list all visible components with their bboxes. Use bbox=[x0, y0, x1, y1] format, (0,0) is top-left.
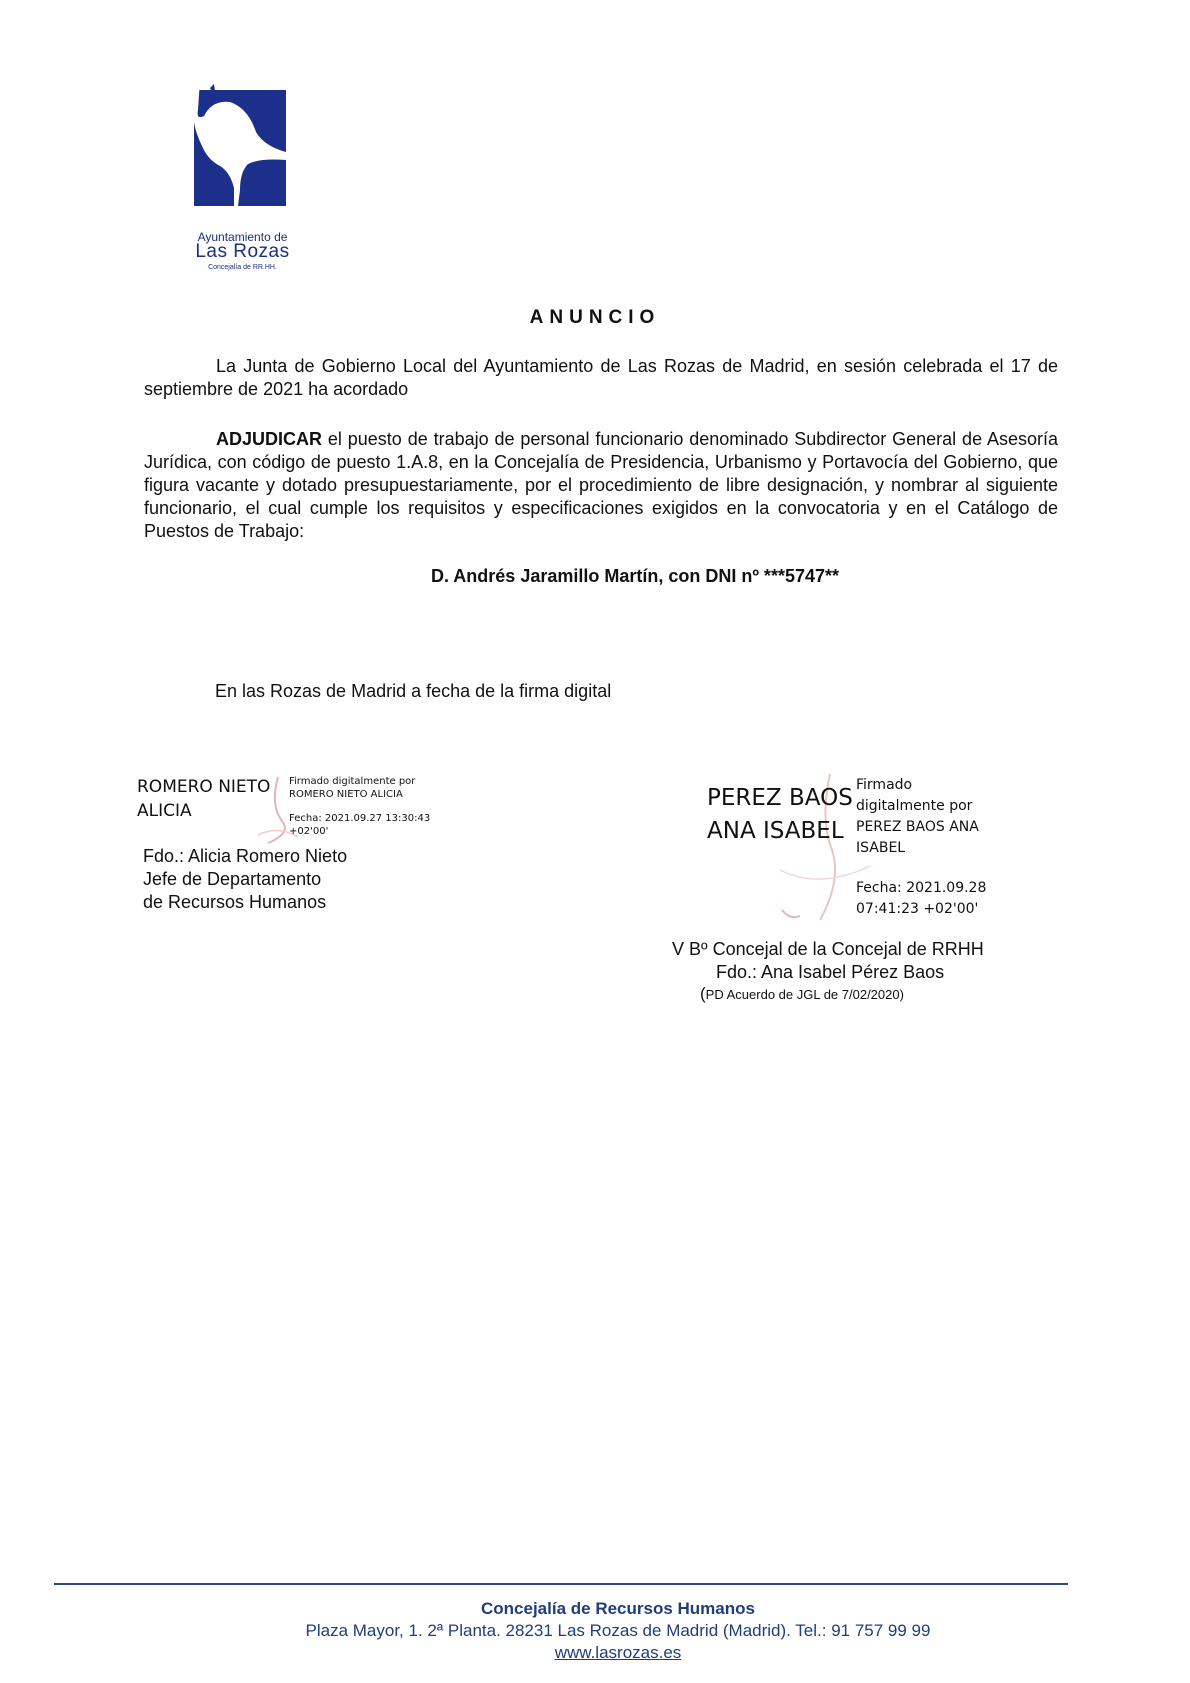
signer1-fdo: Fdo.: Alicia Romero Nieto bbox=[143, 846, 348, 866]
signer2-meta-line2: digitalmente por bbox=[856, 798, 973, 814]
nominee-line: D. Andrés Jaramillo Martín, con DNI nº ***5747** bbox=[430, 566, 840, 586]
resolution-text: el puesto de trabajo de personal funcionario denominado Subdirector General de Asesoría Jurídica, con código de puesto 1.A.8, en la Concejalía de Presidencia, Urbanismo y Portavocía del Gobierno, que figura vacante y dotado presupuestariamente, por el procedimiento de libre designación, y nombrar al siguiente funcionario, el cual cumple los requisitos y especificaciones exigidos en la convocatoria y en el Catálogo de Puestos de Trabajo: bbox=[144, 429, 1058, 541]
logo-text-ayuntamiento: Ayuntamiento de bbox=[197, 230, 288, 244]
signer2-note-paren: ( bbox=[700, 984, 706, 1003]
crane-emblem-icon bbox=[190, 80, 290, 217]
signer1-block bbox=[143, 845, 347, 914]
signer1-role-line2: de Recursos Humanos bbox=[143, 892, 327, 912]
signer2-meta-line4: ISABEL bbox=[856, 840, 906, 856]
signer1-digital-meta bbox=[289, 775, 430, 838]
paragraph-intro: La Junta de Gobierno Local del Ayuntamiento de Las Rozas de Madrid, en sesión celebrada el 17 de septiembre de 2021 ha acordado bbox=[144, 356, 1058, 399]
signer2-name bbox=[707, 782, 853, 848]
footer-website-link[interactable]: www.lasrozas.es bbox=[554, 1643, 682, 1662]
footer-department: Concejalía de Recursos Humanos bbox=[481, 1599, 755, 1618]
signer2-delegation-note bbox=[700, 985, 904, 1004]
signer1-name-line1: ROMERO NIETO bbox=[137, 777, 271, 797]
signer2-vb-line: V Bº Concejal de la Concejal de RRHH bbox=[672, 939, 984, 959]
signer1-name-line2: ALICIA bbox=[137, 801, 192, 821]
paragraph-resolution bbox=[144, 428, 1058, 543]
signer1-meta-line2: ROMERO NIETO ALICIA bbox=[289, 789, 403, 800]
signer2-meta-time: 07:41:23 +02'00' bbox=[856, 901, 979, 917]
signer2-note-text: PD Acuerdo de JGL de 7/02/2020) bbox=[705, 987, 904, 1002]
footer-address: Plaza Mayor, 1. 2ª Planta. 28231 Las Rozas de Madrid (Madrid). Tel.: 91 757 99 99 bbox=[305, 1621, 931, 1640]
logo-text-las-rozas: Las Rozas bbox=[195, 241, 290, 262]
signer1-meta-line1: Firmado digitalmente por bbox=[289, 776, 416, 787]
document-title: ANUNCIO bbox=[529, 307, 661, 328]
signer2-name-line2: ANA ISABEL bbox=[707, 818, 844, 844]
signer1-meta-tz: +02'00' bbox=[289, 826, 329, 837]
signer2-meta-line1: Firmado bbox=[856, 777, 913, 793]
signer2-fdo: Fdo.: Ana Isabel Pérez Baos bbox=[716, 962, 945, 982]
signer2-meta-line3: PEREZ BAOS ANA bbox=[856, 819, 979, 835]
place-date-line: En las Rozas de Madrid a fecha de la firma digital bbox=[215, 681, 612, 701]
footer-website-row bbox=[0, 1643, 1190, 1663]
signer2-name-line1: PEREZ BAOS bbox=[707, 785, 853, 811]
signer1-meta-date: Fecha: 2021.09.27 13:30:43 bbox=[289, 813, 431, 824]
logo-text-concejalia: Concejalía de RR.HH. bbox=[208, 264, 277, 271]
municipal-logo bbox=[180, 80, 305, 275]
footer-divider bbox=[54, 1583, 1068, 1585]
resolution-keyword: ADJUDICAR bbox=[216, 429, 323, 449]
signer1-role-line1: Jefe de Departamento bbox=[143, 869, 322, 889]
signer2-digital-meta bbox=[856, 775, 986, 920]
signer2-meta-date: Fecha: 2021.09.28 bbox=[856, 880, 987, 896]
signer1-name bbox=[137, 775, 270, 823]
